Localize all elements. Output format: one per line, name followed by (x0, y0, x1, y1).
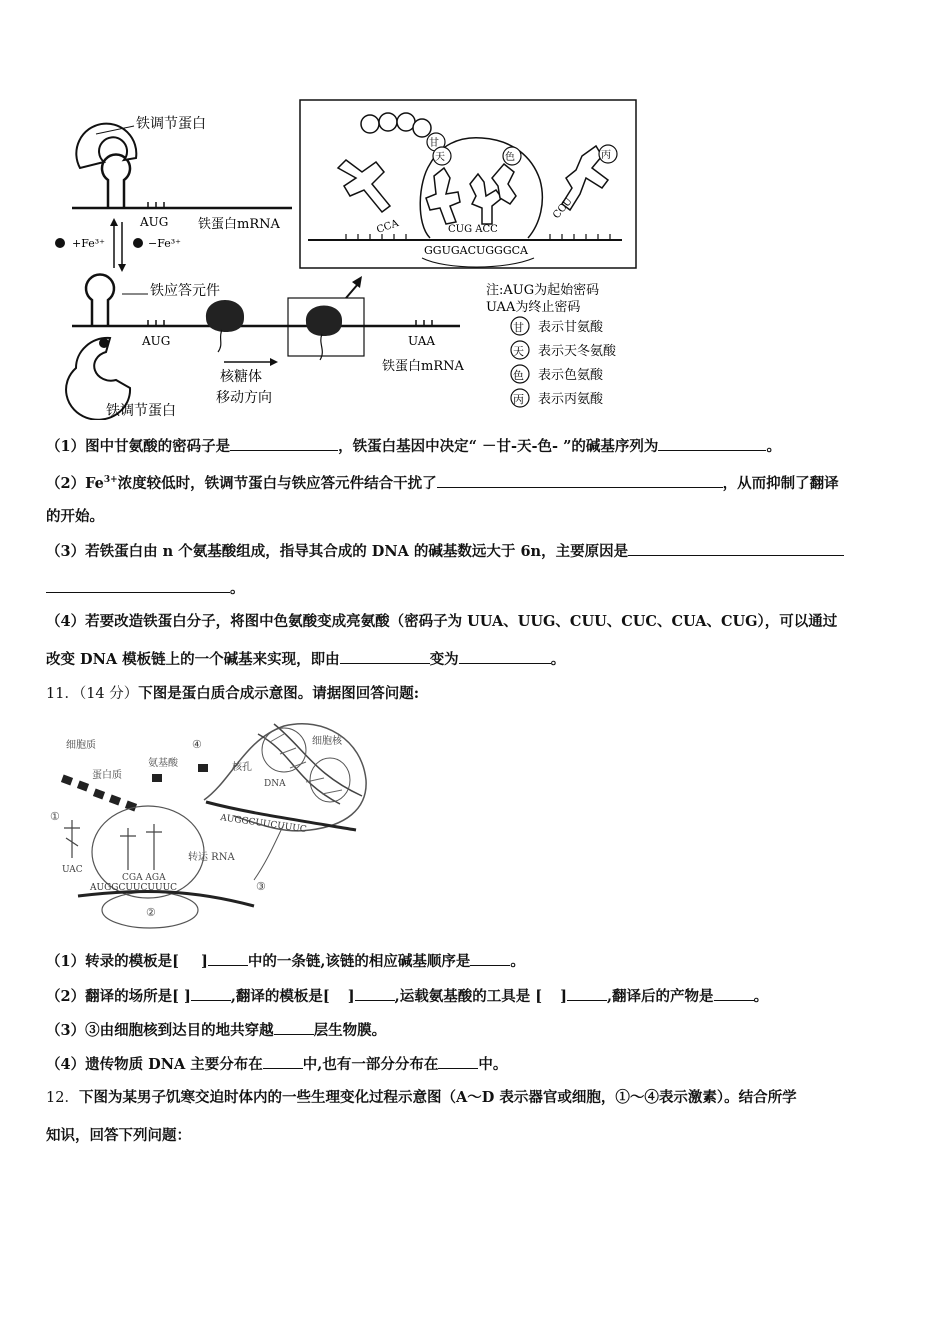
q10-p1-b: ，铁蛋白基因中决定“ －甘-天-色- ”的碱基序列为 (338, 438, 659, 455)
q11-part2 (46, 986, 904, 1007)
legend-item-trp-symbol: 色 (513, 369, 524, 382)
q10-p4-blank2[interactable] (459, 649, 551, 664)
q10-p2-c: ，从而抑制了翻译 (722, 474, 839, 492)
q10-p2-d: 的开始。 (46, 508, 104, 525)
ire-label: 铁应答元件 (150, 283, 220, 299)
legend-item-asp (511, 341, 617, 359)
inset-tian: 天 (435, 152, 445, 163)
q10-part2 (46, 470, 904, 494)
inset-se: 色 (505, 152, 515, 163)
q11-p2-e: ] (560, 988, 567, 1005)
q11-p1-a: （1）转录的模板是[ (46, 953, 179, 970)
q10-part3 (46, 541, 904, 562)
q10-p1-blank1[interactable] (230, 436, 338, 451)
legend-item-gly-symbol: 甘 (513, 321, 524, 334)
q11-p2-blank3[interactable] (567, 986, 607, 1001)
legend-item-ala (511, 389, 604, 407)
fe-dot-right (133, 238, 143, 248)
q12-stem-b: 知识，回答下列问题： (46, 1127, 191, 1144)
legend-item-trp (511, 365, 604, 383)
uaa-label: UAA (408, 334, 436, 348)
inset-mrna-sequence: GGUGACUGGGCA (424, 244, 528, 257)
ribosome-direction-label-1: 核糖体 (220, 369, 262, 385)
q11-p3-a: （3）③由细胞核到达目的地共穿越 (46, 1022, 274, 1039)
legend-item-ala-text: 表示丙氨酸 (538, 392, 604, 407)
q10-p3-blank2[interactable] (46, 578, 230, 593)
inset-bing: 丙 (601, 150, 611, 161)
q12-stem (46, 1088, 904, 1108)
bottom-stem-loop (86, 275, 114, 326)
q11-p3-b: 层生物膜。 (313, 1022, 387, 1039)
q10-part1 (46, 436, 904, 457)
q11-p1-b: ] (200, 953, 208, 970)
fig2-dna: DNA (264, 779, 286, 789)
q10-part4 (46, 612, 904, 632)
q11-part1 (46, 951, 904, 972)
inset-gan: 甘 (429, 138, 439, 149)
q11-p4-a: （4）遗传物质 DNA 主要分布在 (46, 1056, 263, 1073)
fe-minus-label: −Fe³⁺ (148, 237, 181, 250)
q11-p2-f: ,翻译后的产物是 (607, 988, 714, 1005)
fig2-circle-4: ④ (192, 738, 202, 751)
q11-p1-blank2[interactable] (470, 951, 510, 966)
q10-p4-d: 。 (550, 651, 566, 668)
q11-p2-c: ] (347, 988, 355, 1005)
q11-p1-d: 。 (510, 953, 525, 970)
q12-stem-a: 下图为某男子饥寒交迫时体内的一些生理变化过程示意图（A～D 表示器官或细胞，①～④表示激素）。结合所学 (78, 1089, 797, 1106)
fig2-protein: 蛋白质 (92, 770, 122, 781)
fig2-circle-2: ② (146, 906, 156, 919)
q11-p2-blank4[interactable] (714, 986, 754, 1001)
fig2-mrna-bottom: AUGGCUUCUUUC (90, 883, 178, 893)
legend-item-gly (511, 317, 604, 335)
protein-synthesis-figure (44, 720, 370, 932)
inset-cug-acc: CUG ACC (448, 224, 498, 235)
fig2-amino-acid: 氨基酸 (148, 758, 178, 769)
ribosome-direction-label-2: 移动方向 (216, 390, 272, 406)
legend-item-trp-text: 表示色氨酸 (538, 368, 604, 383)
q11-stem (46, 684, 904, 704)
q11-stem-text: 下图是蛋白质合成示意图。请据图回答问题: (138, 685, 420, 702)
q11-p4-blank2[interactable] (438, 1054, 478, 1069)
q11-p2-g: 。 (753, 988, 769, 1005)
q12-number: 12． (46, 1090, 79, 1106)
q10-p3-blank1[interactable] (628, 541, 844, 556)
q11-p2-blank2[interactable] (355, 986, 395, 1001)
bottom-fe-dot (99, 338, 109, 348)
q11-p2-b: ,翻译的模板是[ (230, 988, 330, 1005)
q11-p4-blank1[interactable] (263, 1054, 303, 1069)
q10-p4-b: 改变 DNA 模板链上的一个碱基来实现，即由 (46, 651, 340, 668)
legend-item-asp-text: 表示天冬氨酸 (538, 344, 617, 359)
q10-part3-cont (46, 578, 904, 599)
q10-p4-blank1[interactable] (340, 649, 430, 664)
fe-plus-label: +Fe³⁺ (72, 237, 105, 250)
q10-p1-c: 。 (766, 438, 781, 455)
q10-p3-a: （3）若铁蛋白由 n 个氨基酸组成，指导其合成的 DNA 的碱基数远大于 6n，主要原因是 (46, 543, 629, 560)
ribosome-2 (306, 306, 342, 337)
q10-p2-b: 浓度较低时，铁调节蛋白与铁应答元件结合干扰了 (117, 474, 437, 492)
q11-part4 (46, 1054, 904, 1075)
top-stem-loop (102, 155, 130, 208)
fig2-nucleus: 细胞核 (312, 736, 342, 747)
q10-p2-sup: 3+ (103, 475, 118, 485)
q10-part4-cont (46, 649, 904, 670)
inset-ccu: CCU (551, 195, 575, 222)
q10-p4-c: 变为 (429, 651, 459, 668)
q11-p2-blank1[interactable] (191, 986, 231, 1001)
inset-cca: CCA (375, 217, 401, 236)
q11-p4-c: 中。 (478, 1056, 508, 1073)
q11-part3 (46, 1020, 904, 1041)
q11-p1-blank1[interactable] (208, 951, 248, 966)
fig2-circle-1: ① (50, 810, 60, 823)
q11-p1-c: 中的一条链,该链的相应碱基顺序是 (247, 953, 471, 970)
fig2-circle-3: ③ (256, 880, 266, 893)
q11-p3-blank[interactable] (274, 1020, 314, 1035)
legend-note-2: UAA为终止密码 (486, 300, 581, 315)
iron-regulatory-protein-bottom-label: 铁调节蛋白 (106, 403, 176, 419)
ribosome-1 (206, 300, 244, 332)
ferritin-mrna-bottom-label: 铁蛋白mRNA (382, 359, 464, 374)
iron-regulatory-protein-top-label: 铁调节蛋白 (136, 116, 206, 132)
aug-top-label: AUG (140, 215, 169, 229)
fe-dot-left (55, 238, 65, 248)
fig2-cytoplasm: 细胞质 (66, 740, 96, 751)
legend-note-1: 注:AUG为起始密码 (486, 283, 600, 298)
q11-number: 11．（14 分） (46, 686, 139, 702)
fig2-uac: UAC (62, 865, 83, 875)
q10-p4-a: （4）若要改造铁蛋白分子，将图中色氨酸变成亮氨酸（密码子为 UUA、UUG、CUU、CUC、CUA、CUG），可以通过 (46, 613, 838, 630)
fig2-cga-aga: CGA AGA (122, 873, 166, 883)
fig2-trna-label: 转运 RNA (188, 852, 235, 863)
q10-part2-cont (46, 507, 904, 527)
q10-p1-blank2[interactable] (658, 436, 766, 451)
ferritin-translation-figure (46, 98, 640, 420)
ferritin-mrna-top-label: 铁蛋白mRNA (198, 217, 280, 232)
q10-p3-b: 。 (230, 580, 245, 597)
q11-p2-d: ,运载氨基酸的工具是 [ (394, 988, 543, 1005)
q11-p2-a: （2）翻译的场所是[ ] (46, 988, 191, 1005)
q12-stem-cont (46, 1126, 904, 1146)
aug-bottom-label: AUG (142, 334, 171, 348)
q10-p2-blank[interactable] (437, 473, 723, 488)
fig2-mrna-top: AUGGCUUCUUUC (219, 813, 308, 836)
legend-item-asp-symbol: 天 (513, 345, 524, 358)
legend-item-gly-text: 表示甘氨酸 (538, 320, 604, 335)
q11-p4-b: 中,也有一部分分布在 (302, 1056, 439, 1073)
legend-item-ala-symbol: 丙 (513, 393, 524, 406)
q10-p2-a: （2）Fe (46, 474, 104, 492)
q10-p1-a: （1）图中甘氨酸的密码子是 (46, 438, 231, 455)
fig2-pore: 核孔 (232, 762, 252, 773)
